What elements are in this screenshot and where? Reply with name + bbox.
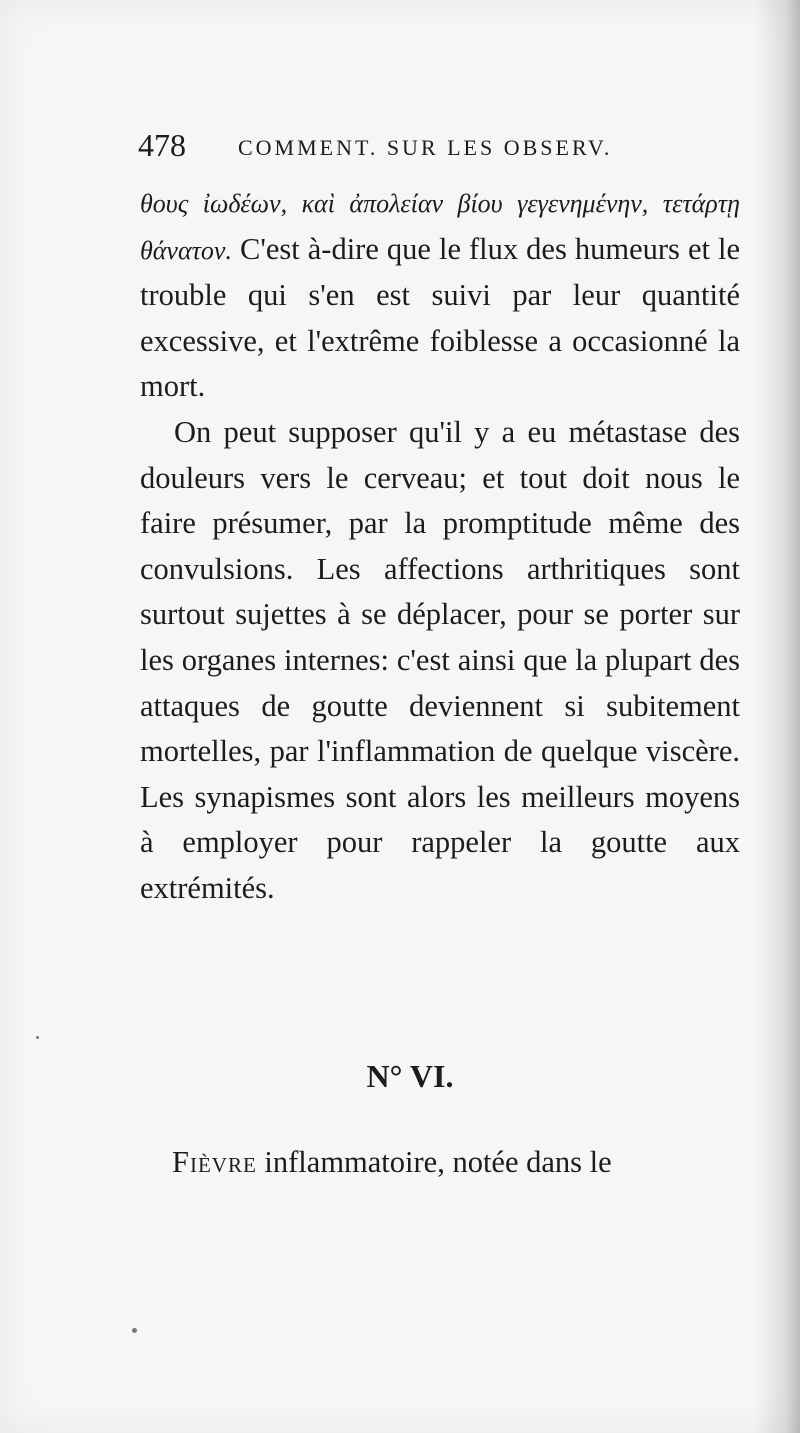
body-text	[140, 180, 740, 912]
greek-quotation: θους ἰωδέων, καὶ ἀπολείαν βίου γεγενημένην, τετάρτῃ θάνατον.	[140, 189, 740, 265]
page-number: 478	[138, 127, 186, 163]
ink-speck	[132, 1328, 137, 1333]
closing-first-word: Fièvre	[172, 1145, 257, 1179]
page-edge-shadow	[754, 0, 800, 1433]
paragraph-1-text: C'est à-dire que le flux des humeurs et le trouble qui s'en est suivi par leur quantité excessive, et l'extrême foiblesse a occasionné la mort.	[140, 231, 741, 404]
closing-line	[172, 1140, 742, 1185]
paragraph-1	[140, 180, 740, 410]
running-head: COMMENT. SUR LES OBSERV.	[238, 135, 613, 160]
closing-text: inflammatoire, notée dans le	[264, 1145, 612, 1179]
paragraph-2: On peut supposer qu'il y a eu métastase des douleurs vers le cerveau; et tout doit nous le faire présumer, par la promptitude même des convulsions. Les affections arthritiques sont surtout sujettes à se déplacer, pour se porter sur les organes internes: c'est ainsi que la plupart des attaques de goutte deviennent si subitement mortelles, par l'inflammation de quelque viscère. Les synapismes sont alors les meilleurs moyens à employer pour rappeler la goutte aux extrémités.	[140, 414, 740, 905]
ink-speck	[36, 1036, 39, 1039]
section-heading: N° VI.	[366, 1058, 454, 1094]
